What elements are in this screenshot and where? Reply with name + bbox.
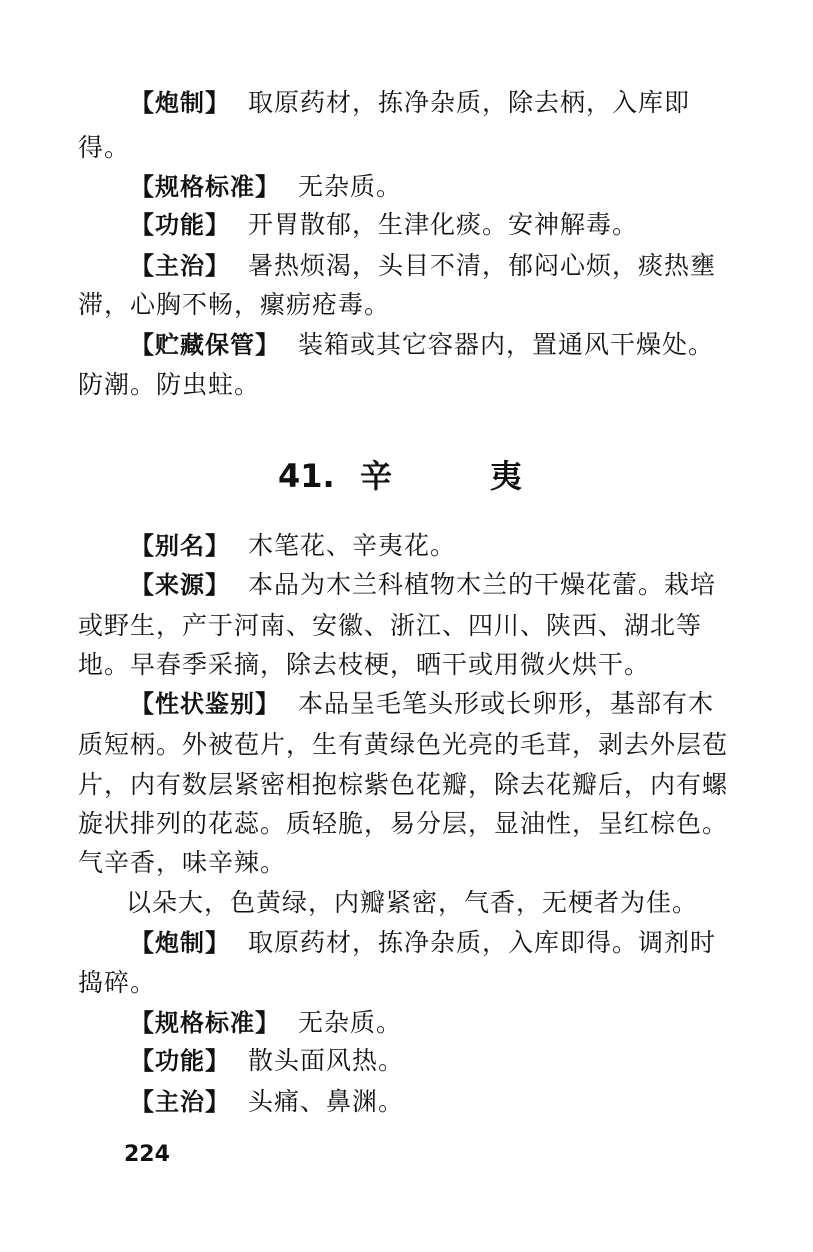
identification-text-2: 质短柄。外被苞片，生有黄绿色光亮的毛茸，剥去外层苞	[78, 730, 729, 759]
processing-line-cont	[78, 133, 758, 163]
indication-text-cont: 滞，心胸不畅，瘰疬疮毒。	[78, 290, 391, 319]
indication-text: 暑热烦渴，头目不清，郁闷心烦，痰热壅	[248, 251, 717, 280]
entry-title-char-2: 夷	[490, 457, 523, 495]
spec-text: 无杂质。	[298, 172, 403, 201]
quality-note-text: 以朵大，色黄绿，内瓣紧密，气香，无梗者为佳。	[126, 888, 699, 917]
processing-text-cont: 得。	[78, 133, 131, 162]
storage-line-cont	[78, 370, 758, 400]
storage-text-cont: 防潮。防虫蛀。	[78, 370, 261, 399]
storage-label: 【贮藏保管】	[130, 331, 280, 359]
identification-text-3: 片，内有数层紧密相抱棕紫色花瓣，除去花瓣后，内有螺	[78, 770, 729, 799]
storage-text: 装箱或其它容器内，置通风干燥处。	[298, 330, 715, 359]
entry-indication-line	[130, 1087, 758, 1117]
indication-label: 【主治】	[130, 252, 230, 280]
entry-processing-text: 取原药材，拣净杂质，入库即得。调剂时	[248, 928, 717, 957]
source-text-2: 或野生，产于河南、安徽、浙江、四川、陕西、湖北等	[78, 611, 703, 640]
function-line	[130, 210, 758, 240]
indication-line	[130, 251, 758, 281]
processing-text: 取原药材，拣净杂质，除去柄，入库即	[248, 88, 691, 117]
entry-function-line	[130, 1046, 758, 1076]
identification-line	[130, 689, 758, 719]
identification-line-2	[78, 730, 758, 760]
entry-spec-line	[130, 1008, 758, 1038]
entry-processing-label: 【炮制】	[130, 929, 230, 957]
identification-text: 本品呈毛笔头形或长卵形，基部有木	[298, 689, 715, 718]
indication-line-cont	[78, 290, 758, 320]
entry-spec-text: 无杂质。	[298, 1008, 403, 1037]
source-line-3	[78, 650, 758, 680]
storage-line	[130, 330, 758, 360]
entry-processing-text-cont: 捣碎。	[78, 968, 157, 997]
entry-number: 41.	[278, 457, 335, 495]
entry-title-char-1: 辛	[360, 457, 393, 495]
alias-label: 【别名】	[130, 532, 230, 560]
entry-processing-line-cont	[78, 968, 758, 998]
function-label: 【功能】	[130, 211, 230, 239]
entry-function-text: 散头面风热。	[248, 1046, 405, 1075]
source-text-3: 地。早春季采摘，除去枝梗，晒干或用微火烘干。	[78, 650, 651, 679]
spec-label: 【规格标准】	[130, 173, 280, 201]
identification-text-4: 旋状排列的花蕊。质轻脆，易分层，显油性，呈红棕色。	[78, 809, 729, 838]
entry-heading	[278, 458, 578, 494]
function-text: 开胃散郁，生津化痰。安神解毒。	[248, 210, 639, 239]
source-text: 本品为木兰科植物木兰的干燥花蕾。栽培	[248, 570, 717, 599]
identification-label: 【性状鉴别】	[130, 690, 280, 718]
processing-label: 【炮制】	[130, 89, 230, 117]
entry-spec-label: 【规格标准】	[130, 1009, 280, 1037]
processing-line	[130, 88, 758, 118]
identification-text-5: 气辛香，味辛辣。	[78, 848, 287, 877]
entry-indication-label: 【主治】	[130, 1088, 230, 1116]
entry-indication-text: 头痛、鼻渊。	[248, 1087, 405, 1116]
source-line-2	[78, 611, 758, 641]
identification-line-5	[78, 848, 758, 878]
page-number: 224	[124, 1142, 170, 1167]
identification-line-4	[78, 809, 758, 839]
source-line	[130, 570, 758, 600]
identification-line-3	[78, 770, 758, 800]
entry-processing-line	[130, 928, 758, 958]
alias-text: 木笔花、辛夷花。	[248, 531, 457, 560]
source-label: 【来源】	[130, 571, 230, 599]
alias-line	[130, 531, 758, 561]
quality-note-line	[126, 888, 754, 918]
entry-function-label: 【功能】	[130, 1047, 230, 1075]
spec-line	[130, 172, 758, 202]
